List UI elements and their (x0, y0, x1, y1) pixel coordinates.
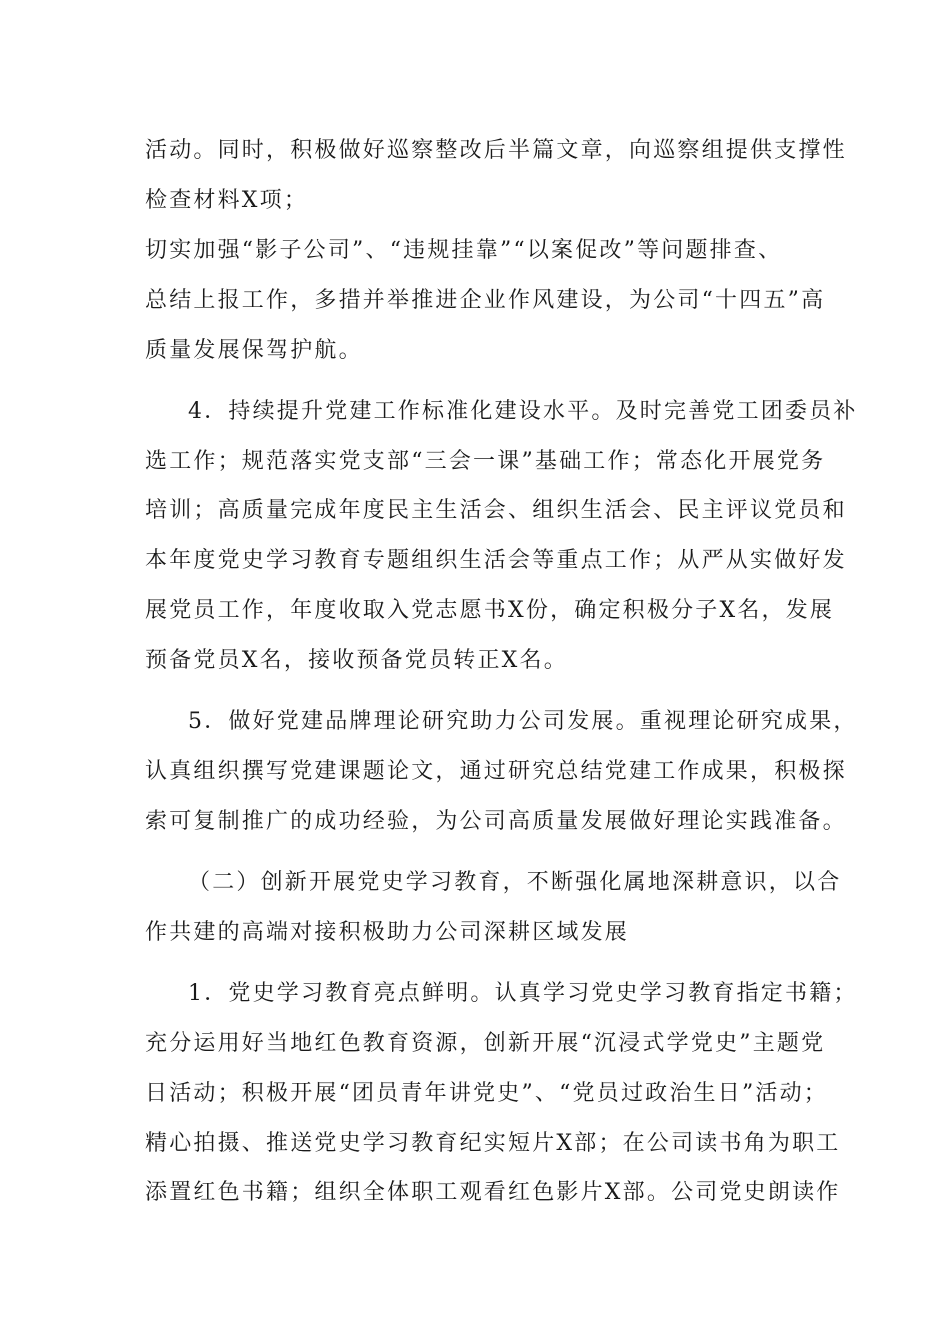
text-line: 认真组织撰写党建课题论文，通过研究总结党建工作成果，积极探 (145, 759, 847, 784)
paragraph-heading-4: 4．持续提升党建工作标准化建设水平。及时完善党工团委员补 (188, 399, 858, 424)
text-line: 添置红色书籍；组织全体职工观看红色影片X部。公司党史朗读作 (145, 1180, 841, 1205)
text-line: 索可复制推广的成功经验，为公司高质量发展做好理论实践准备。 (145, 809, 847, 834)
text-line: 作共建的高端对接积极助力公司深耕区域发展 (145, 920, 630, 945)
text-line: 总结上报工作，多措并举推进企业作风建设，为公司“十四五”高 (145, 288, 826, 313)
text-line: 充分运用好当地红色教育资源，创新开展“沉浸式学党史”主题党 (145, 1031, 826, 1056)
paragraph-heading-5: 5．做好党建品牌理论研究助力公司发展。重视理论研究成果， (188, 709, 858, 734)
text-line: 选工作；规范落实党支部“三会一课”基础工作；常态化开展党务 (145, 449, 826, 474)
text-line: 精心拍摄、推送党史学习教育纪实短片X部；在公司读书角为职工 (145, 1131, 841, 1156)
text-line: 展党员工作，年度收取入党志愿书X份，确定积极分子X名，发展 (145, 598, 835, 623)
text-line: 培训；高质量完成年度民主生活会、组织生活会、民主评议党员和 (145, 498, 847, 523)
text-line: 日活动；积极开展“团员青年讲党史”、“党员过政治生日”活动； (145, 1081, 828, 1106)
text-line: 活动。同时，积极做好巡察整改后半篇文章，向巡察组提供支撑性 (145, 138, 847, 163)
paragraph-heading-1: 1．党史学习教育亮点鲜明。认真学习党史学习教育指定书籍； (188, 981, 858, 1006)
text-line: 质量发展保驾护航。 (145, 338, 363, 363)
text-line: 预备党员X名，接收预备党员转正X名。 (145, 648, 568, 673)
section-heading-2: （二）创新开展党史学习教育，不断强化属地深耕意识，以合 (188, 870, 842, 895)
text-line: 检查材料X项； (145, 188, 309, 213)
text-line: 切实加强“影子公司”、“违规挂靠”“以案促改”等问题排查、 (145, 238, 783, 263)
text-line: 本年度党史学习教育专题组织生活会等重点工作；从严从实做好发 (145, 548, 847, 573)
